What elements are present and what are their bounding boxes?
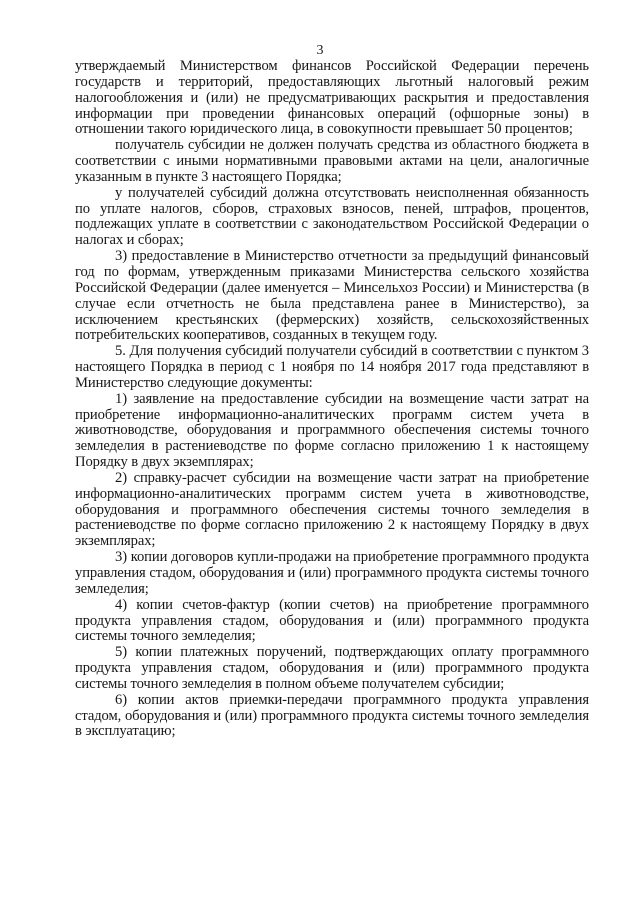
list-item-document-2: 2) справку-расчет субсидии на возмещение части затрат на приобретение информационно-аналитических программ систем учета в животноводстве, оборудования и программного обеспечения системы точного земледелия в растениеводстве по форме согласно приложению 2 к настоящему Порядку в двух экземплярах; xyxy=(75,469,589,550)
list-item-document-6: 6) копии актов приемки-передачи программного продукта управления стадом, оборудования и (или) программного продукта системы точного земледелия в эксплуатацию; xyxy=(75,691,589,740)
paragraph-section-5: 5. Для получения субсидий получатели субсидий в соответствии с пунктом 3 настоящего Порядка в период с 1 ноября по 14 ноября 2017 года представляют в Министерство следующие документы: xyxy=(75,343,589,391)
list-item-document-4: 4) копии счетов-фактур (копии счетов) на приобретение программного продукта управления стадом, оборудования и (или) программного продукта системы точного земледелия; xyxy=(75,596,589,645)
paragraph-continuation: утверждаемый Министерством финансов Российской Федерации перечень государств и территорий, предоставляющих льготный налоговый режим налогообложения и (или) не предусматривающих раскрытия и предоставления информации при проведении финансовых операций (офшорные зоны) в отношении такого юридического лица, в совокупности превышает 50 процентов; xyxy=(75,58,589,138)
page-number: 3 xyxy=(316,43,324,58)
list-item-document-5: 5) копии платежных поручений, подтверждающих оплату программного продукта управления стадом, оборудования и (или) программного продукта системы точного земледелия в полном объеме получателем субсидии; xyxy=(75,644,589,692)
paragraph-item-3-reporting: 3) предоставление в Министерство отчетности за предыдущий финансовый год по формам, утвержденным приказами Министерства сельского хозяйства Российской Федерации (далее именуется – Минсельхоз России) и Министерства (в случае если отчетность не была представлена ранее в Министерство), за исключением крестьянских (фермерских) хозяйств, сельскохозяйственных потребительских кооперативов, созданных в текущем году. xyxy=(75,248,589,344)
list-item-document-3: 3) копии договоров купли-продажи на приобретение программного продукта управления стадом, оборудования и (или) программного продукта системы точного земледелия; xyxy=(75,549,589,597)
paragraph-no-other-funds: получатель субсидии не должен получать средства из областного бюджета в соответствии с иными нормативными правовыми актами на цели, аналогичные указанным в пункте 3 настоящего Порядка; xyxy=(75,137,589,185)
paragraph-no-tax-debt: у получателей субсидий должна отсутствовать неисполненная обязанность по уплате налогов, сборов, страховых взносов, пеней, штрафов, процентов, подлежащих уплате в соответствии с законодательством Российской Федерации о налогах и сборах; xyxy=(75,184,589,249)
body-text xyxy=(75,59,589,740)
list-item-document-1: 1) заявление на предоставление субсидии на возмещение части затрат на приобретение информационно-аналитических программ систем учета в животноводстве, оборудования и программного обеспечения системы точного земледелия в растениеводстве по форме согласно приложению 1 к настоящему Порядку в двух экземплярах; xyxy=(75,390,589,471)
